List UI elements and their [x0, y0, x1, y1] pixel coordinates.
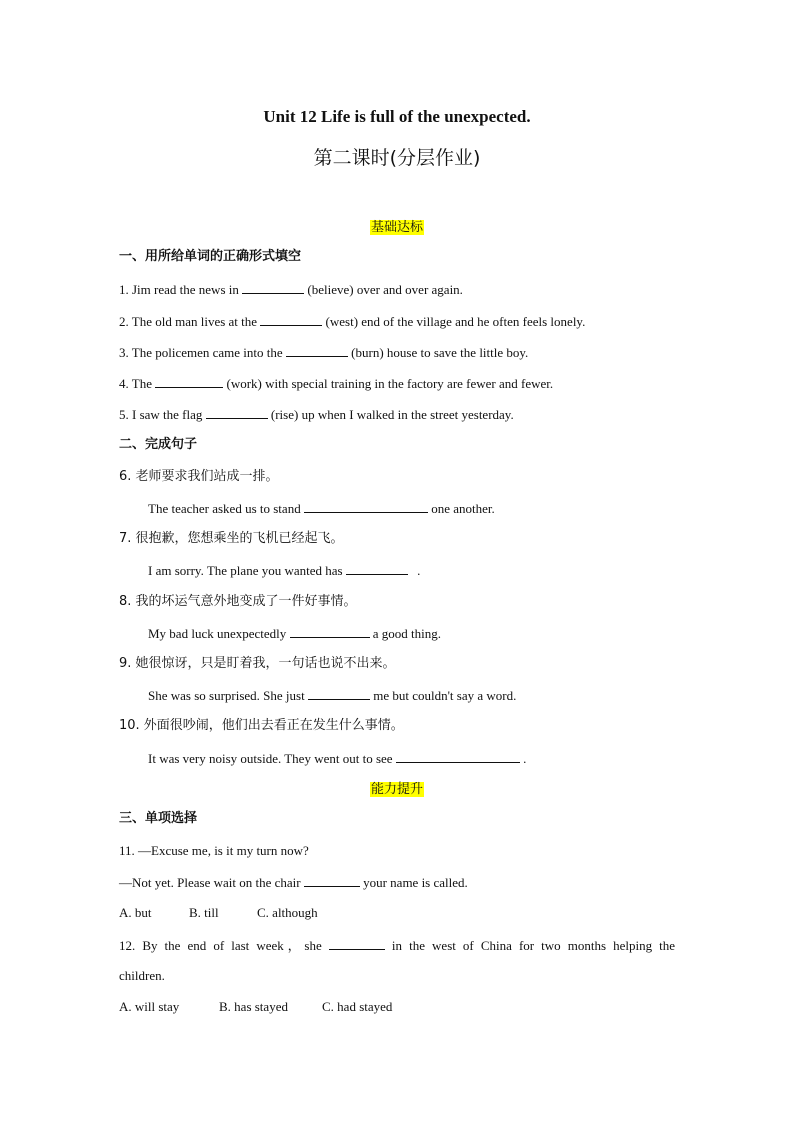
section-heading-ability	[0, 780, 794, 798]
question-11-option-b[interactable]: B. till	[189, 905, 219, 920]
question-12-blank[interactable]	[329, 937, 385, 950]
question-2	[119, 313, 585, 330]
question-4-text-a: 4. The	[119, 376, 152, 391]
question-4-text-b: (work) with special training in the factory are fewer and fewer.	[226, 376, 554, 391]
question-12-option-a[interactable]: A. will stay	[119, 999, 180, 1014]
question-1-text-a: 1. Jim read the news in	[119, 282, 239, 297]
question-2-text-a: 2. The old man lives at the	[119, 314, 258, 329]
part1-title: 一、用所给单词的正确形式填空	[119, 249, 302, 264]
question-10-chinese: 10. 外面很吵闹，他们出去看正在发生什么事情。	[119, 718, 404, 733]
question-5-blank[interactable]	[206, 406, 268, 419]
question-11-line-1: 11. —Excuse me, is it my turn now?	[119, 843, 309, 858]
question-11-line-2	[119, 874, 468, 891]
question-8-chinese: 8. 我的坏运气意外地变成了一件好事情。	[119, 594, 357, 609]
question-8-text-b: a good thing.	[372, 626, 442, 641]
question-3-text-a: 3. The policemen came into the	[119, 345, 283, 360]
question-3	[119, 344, 528, 361]
question-8-text-a: My bad luck unexpectedly	[148, 626, 287, 641]
question-10-text-a: It was very noisy outside. They went out to see	[148, 751, 393, 766]
question-7-blank[interactable]	[346, 562, 408, 575]
question-11-text-b: your name is called.	[363, 875, 468, 890]
question-12-text-a: 12. By the end of last week，she	[119, 938, 322, 953]
question-6-text-a: The teacher asked us to stand	[148, 501, 301, 516]
question-12-option-c[interactable]: C. had stayed	[322, 999, 393, 1014]
question-2-text-b: (west) end of the village and he often feels lonely.	[325, 314, 586, 329]
question-3-text-b: (burn) house to save the little boy.	[351, 345, 529, 360]
question-12-line-1	[119, 937, 675, 954]
question-10-blank[interactable]	[396, 750, 520, 763]
question-11-option-c[interactable]: C. although	[257, 905, 318, 920]
question-12-line-2: children.	[119, 968, 165, 983]
question-11-option-a[interactable]: A. but	[119, 905, 152, 920]
question-5-text-a: 5. I saw the flag	[119, 407, 203, 422]
question-8-blank[interactable]	[290, 625, 370, 638]
question-7-chinese: 7. 很抱歉，您想乘坐的飞机已经起飞。	[119, 531, 344, 546]
question-12-options	[119, 999, 392, 1015]
question-11-blank[interactable]	[304, 874, 360, 887]
question-1-blank[interactable]	[242, 281, 304, 294]
document-title: Unit 12 Life is full of the unexpected.	[263, 107, 531, 126]
question-12-text-b: in the west of China for two months helping the	[391, 938, 676, 953]
part3-title: 三、单项选择	[119, 811, 198, 826]
question-4-blank[interactable]	[155, 375, 223, 388]
question-6-blank[interactable]	[304, 500, 428, 513]
question-12-option-b[interactable]: B. has stayed	[219, 999, 288, 1014]
question-4	[119, 375, 553, 392]
question-1-text-b: (believe) over and over again.	[307, 282, 463, 297]
question-5-text-b: (rise) up when I walked in the street yesterday.	[270, 407, 514, 422]
question-9-text-a: She was so surprised. She just	[148, 688, 305, 703]
question-10-text-b: .	[523, 751, 527, 766]
question-6-chinese: 6. 老师要求我们站成一排。	[119, 469, 279, 484]
question-9-text-b: me but couldn't say a word.	[373, 688, 517, 703]
document-subtitle: 第二课时(分层作业)	[313, 147, 481, 169]
question-10	[148, 750, 526, 767]
section-heading-basic	[0, 218, 794, 236]
question-3-blank[interactable]	[286, 344, 348, 357]
question-6	[148, 500, 495, 517]
question-9-chinese: 9. 她很惊讶，只是盯着我，一句话也说不出来。	[119, 656, 396, 671]
question-11-options	[119, 905, 318, 921]
question-8	[148, 625, 441, 642]
section-heading-basic-label: 基础达标	[370, 220, 423, 235]
question-1	[119, 281, 463, 298]
section-heading-ability-label: 能力提升	[370, 782, 423, 797]
question-2-blank[interactable]	[260, 313, 322, 326]
question-11-text-a: —Not yet. Please wait on the chair	[119, 875, 301, 890]
question-6-text-b: one another.	[431, 501, 495, 516]
question-5	[119, 406, 514, 423]
question-9	[148, 687, 516, 704]
question-7	[148, 562, 420, 579]
question-7-text-b: .	[417, 563, 421, 578]
part2-title: 二、完成句子	[119, 437, 198, 452]
question-9-blank[interactable]	[308, 687, 370, 700]
question-7-text-a: I am sorry. The plane you wanted has	[148, 563, 343, 578]
